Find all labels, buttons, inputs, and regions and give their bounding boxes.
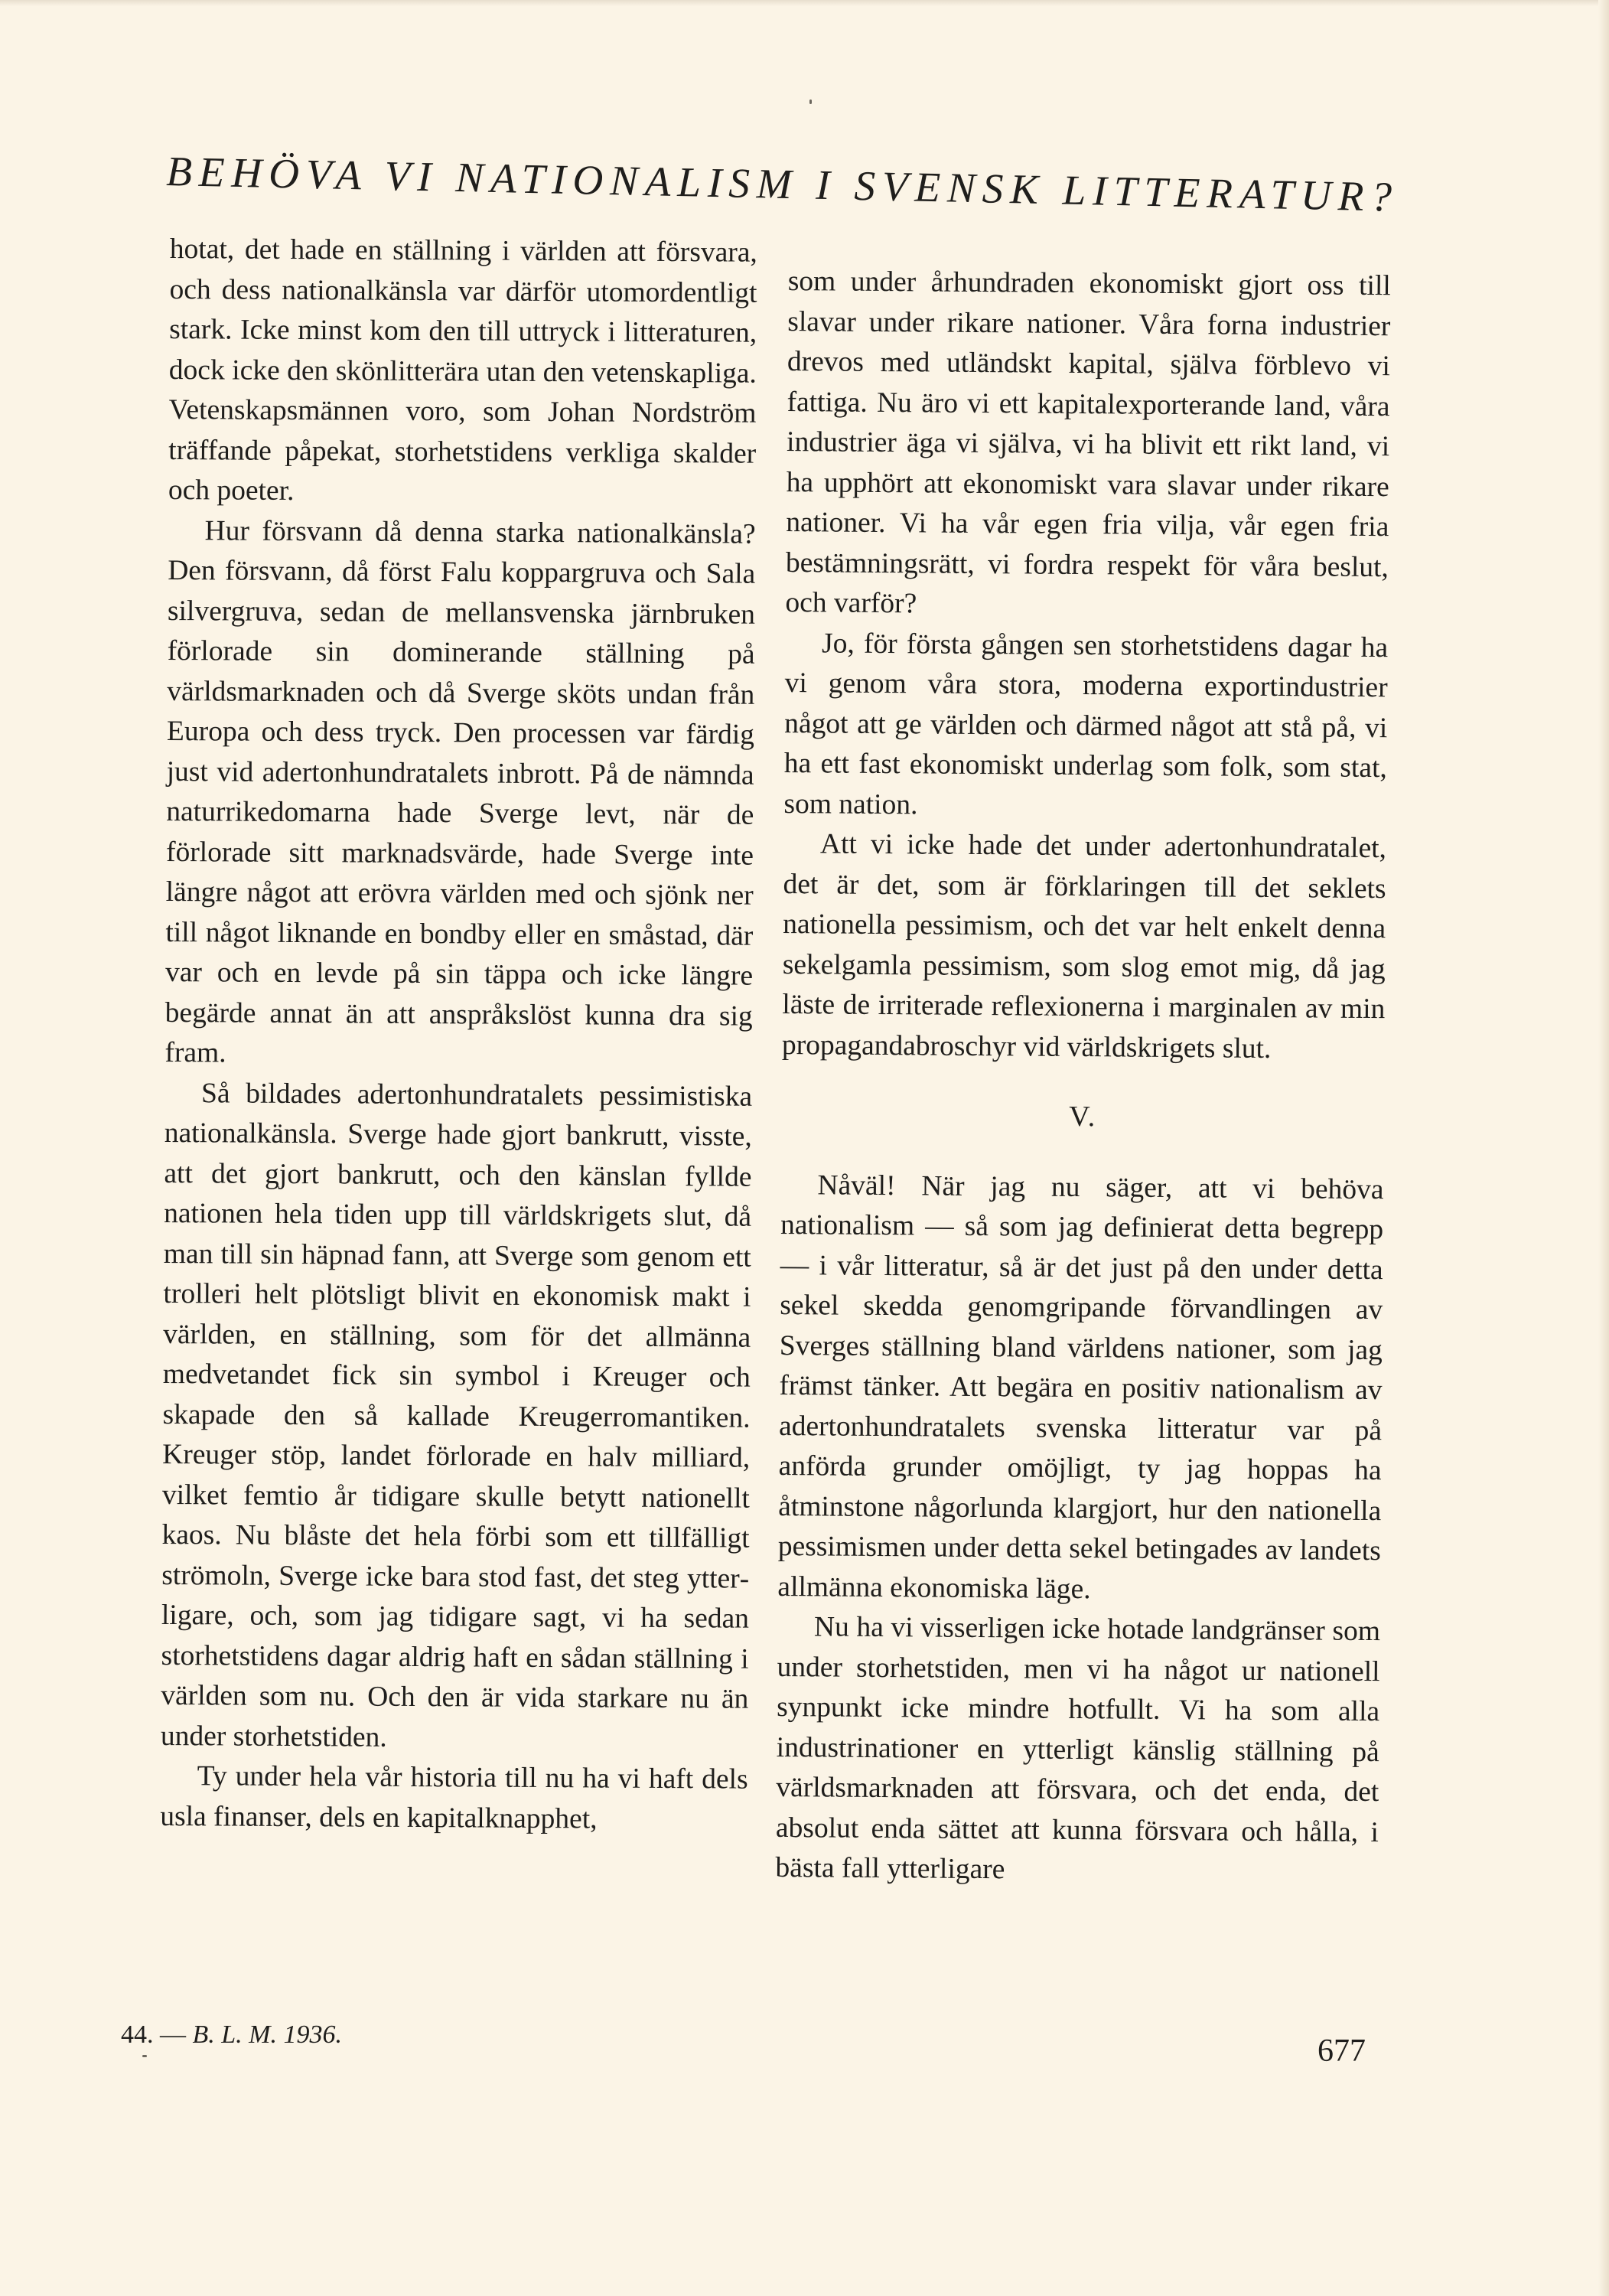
paragraph: som under århundraden ekonomiskt gjort oss till slavar under rikare nationer. Våra forna industrier drevos med utländskt kapital, själva förblevo vi fattiga. Nu äro vi ett kapitalexporterande land, våra industrier äga vi själva, vi ha blivit ett rikt land, vi ha upphört att ekonomiskt vara slavar under rikare nationer. Vi ha vår egen fria vilja, vår egen fria bestämningsrätt, vi fordra respekt för våra beslut, och varför? bbox=[785, 265, 1391, 620]
paragraph: Nu ha vi visserligen icke hotade landgränser som under storhetstiden, men vi ha något ur nationell synpunkt icke mindre hotfullt. Vi ha som alla industrinationer en ytterligt känslig ställning på världsmarknaden att försvara, och det enda, det absolut enda sättet att kunna försvara och hålla, i bästa fall ytterligare bbox=[775, 1611, 1381, 1886]
paragraph: Ty under hela vår historia till nu ha vi haft dels usla finanser, dels en kapitalknapphet, bbox=[160, 1760, 748, 1835]
paragraph: Nåväl! När jag nu säger, att vi behöva nationalism — så som jag definierat detta begrepp — i vår litteratur, så är det just på den under detta sekel skedda genomgripande förvandlingen av Sverges ställning bland världens nationer, som jag främst tänker. Att begära en positiv nationalism av adertonhundratalets svenska litteratur var på anförda grunder omöjligt, ty jag hoppas ha åtminstone någorlunda klargjort, hur den nationella pessimismen under detta sekel betingades av landets allmänna ekonomiska läge. bbox=[777, 1169, 1384, 1605]
signature-dash: — bbox=[160, 2020, 186, 2049]
paragraph: Så bildades adertonhundratalets pessimistiska nationalkänsla. Sverge hade gjort bankrutt, visste, att det gjort bankrutt, och den känslan fyllde nationen hela tiden upp till världskrigets slut, då man till sin häpnad fann, att Sverge som genom ett trolleri helt plötsligt blivit en ekonomisk makt i världen, en ställning, som för det allmänna medvetandet fick sin symbol i Kreuger och skapade den så kallade Kreugerromantiken. Kreuger stöp, landet förlorade en halv milliard, vilket femtio år tidigare skulle betytt nationellt kaos. Nu blåste det hela förbi som ett tillfälligt strömoln, Sverge icke bara stod fast, det steg ytterligare, och, som jag tidigare sagt, vi ha sedan storhetstidens dagar aldrig haft en sådan ställning i världen som nu. Och den är vida starkare nu än under storhetstiden. bbox=[160, 1077, 753, 1753]
paper-speck bbox=[809, 99, 812, 104]
paper-speck bbox=[142, 2055, 147, 2057]
paragraph: Att vi icke hade det under adertonhundratalet, det är det, som är förklaringen till det seklets nationella pessimism, och det var helt enkelt denna sekelgamla pessimism, som slog emot mig, då jag läste de irriterade reflexionerna i marginalen av min propagandabroschyr vid världskrigets slut. bbox=[781, 828, 1387, 1065]
left-column bbox=[160, 230, 757, 1841]
right-column bbox=[775, 262, 1391, 1893]
page-top-edge bbox=[0, 0, 1609, 6]
running-title: BEHÖVA VI NATIONALISM I SVENSK LITTERATUR? bbox=[165, 147, 1399, 220]
page-right-edge bbox=[1598, 0, 1609, 2296]
signature-line bbox=[121, 2020, 342, 2050]
page-number: 677 bbox=[1317, 2033, 1366, 2069]
section-number: V. bbox=[1069, 1100, 1097, 1133]
paragraph: Hur försvann då denna starka nationalkänsla? Den försvann, då först Falu koppargruva och Sala silvergruva, sedan de mellansvenska järnbruken förlorade sin dominerande ställning på världsmarknaden och då Sverge sköts undan från Europa och dess tryck. Den processen var färdig just vid adertonhundratalets inbrott. På de nämnda naturrikedomarna hade Sverge levt, när de förlorade sitt marknadsvärde, hade Sverge inte längre något att erövra världen med och sjönk ner till något liknande en bondby eller en småstad, där var och en levde på sin täppa och icke längre begärde annat än att anspråkslöst kunna dra sig fram. bbox=[164, 514, 756, 1069]
signature-number: 44. bbox=[121, 2020, 154, 2049]
paragraph: Jo, för första gången sen storhetstidens dagar ha vi genom våra stora, moderna exportindustrier något att ge världen och därmed något att stå på, vi ha ett fast ekonomiskt underlag som folk, som stat, som nation. bbox=[783, 627, 1389, 820]
journal-reference: B. L. M. 1936. bbox=[192, 2020, 342, 2049]
paragraph: hotat, det hade en ställning i världen att försvara, och dess nationalkänsla var därför utomordentligt stark. Icke minst kom den till uttryck i litteraturen, dock icke den skönlitterära utan den vetenskapliga. Vetenskapsmännen voro, som Johan Nordström träffande påpekat, storhetstidens verkliga skalder och poeter. bbox=[168, 233, 757, 507]
